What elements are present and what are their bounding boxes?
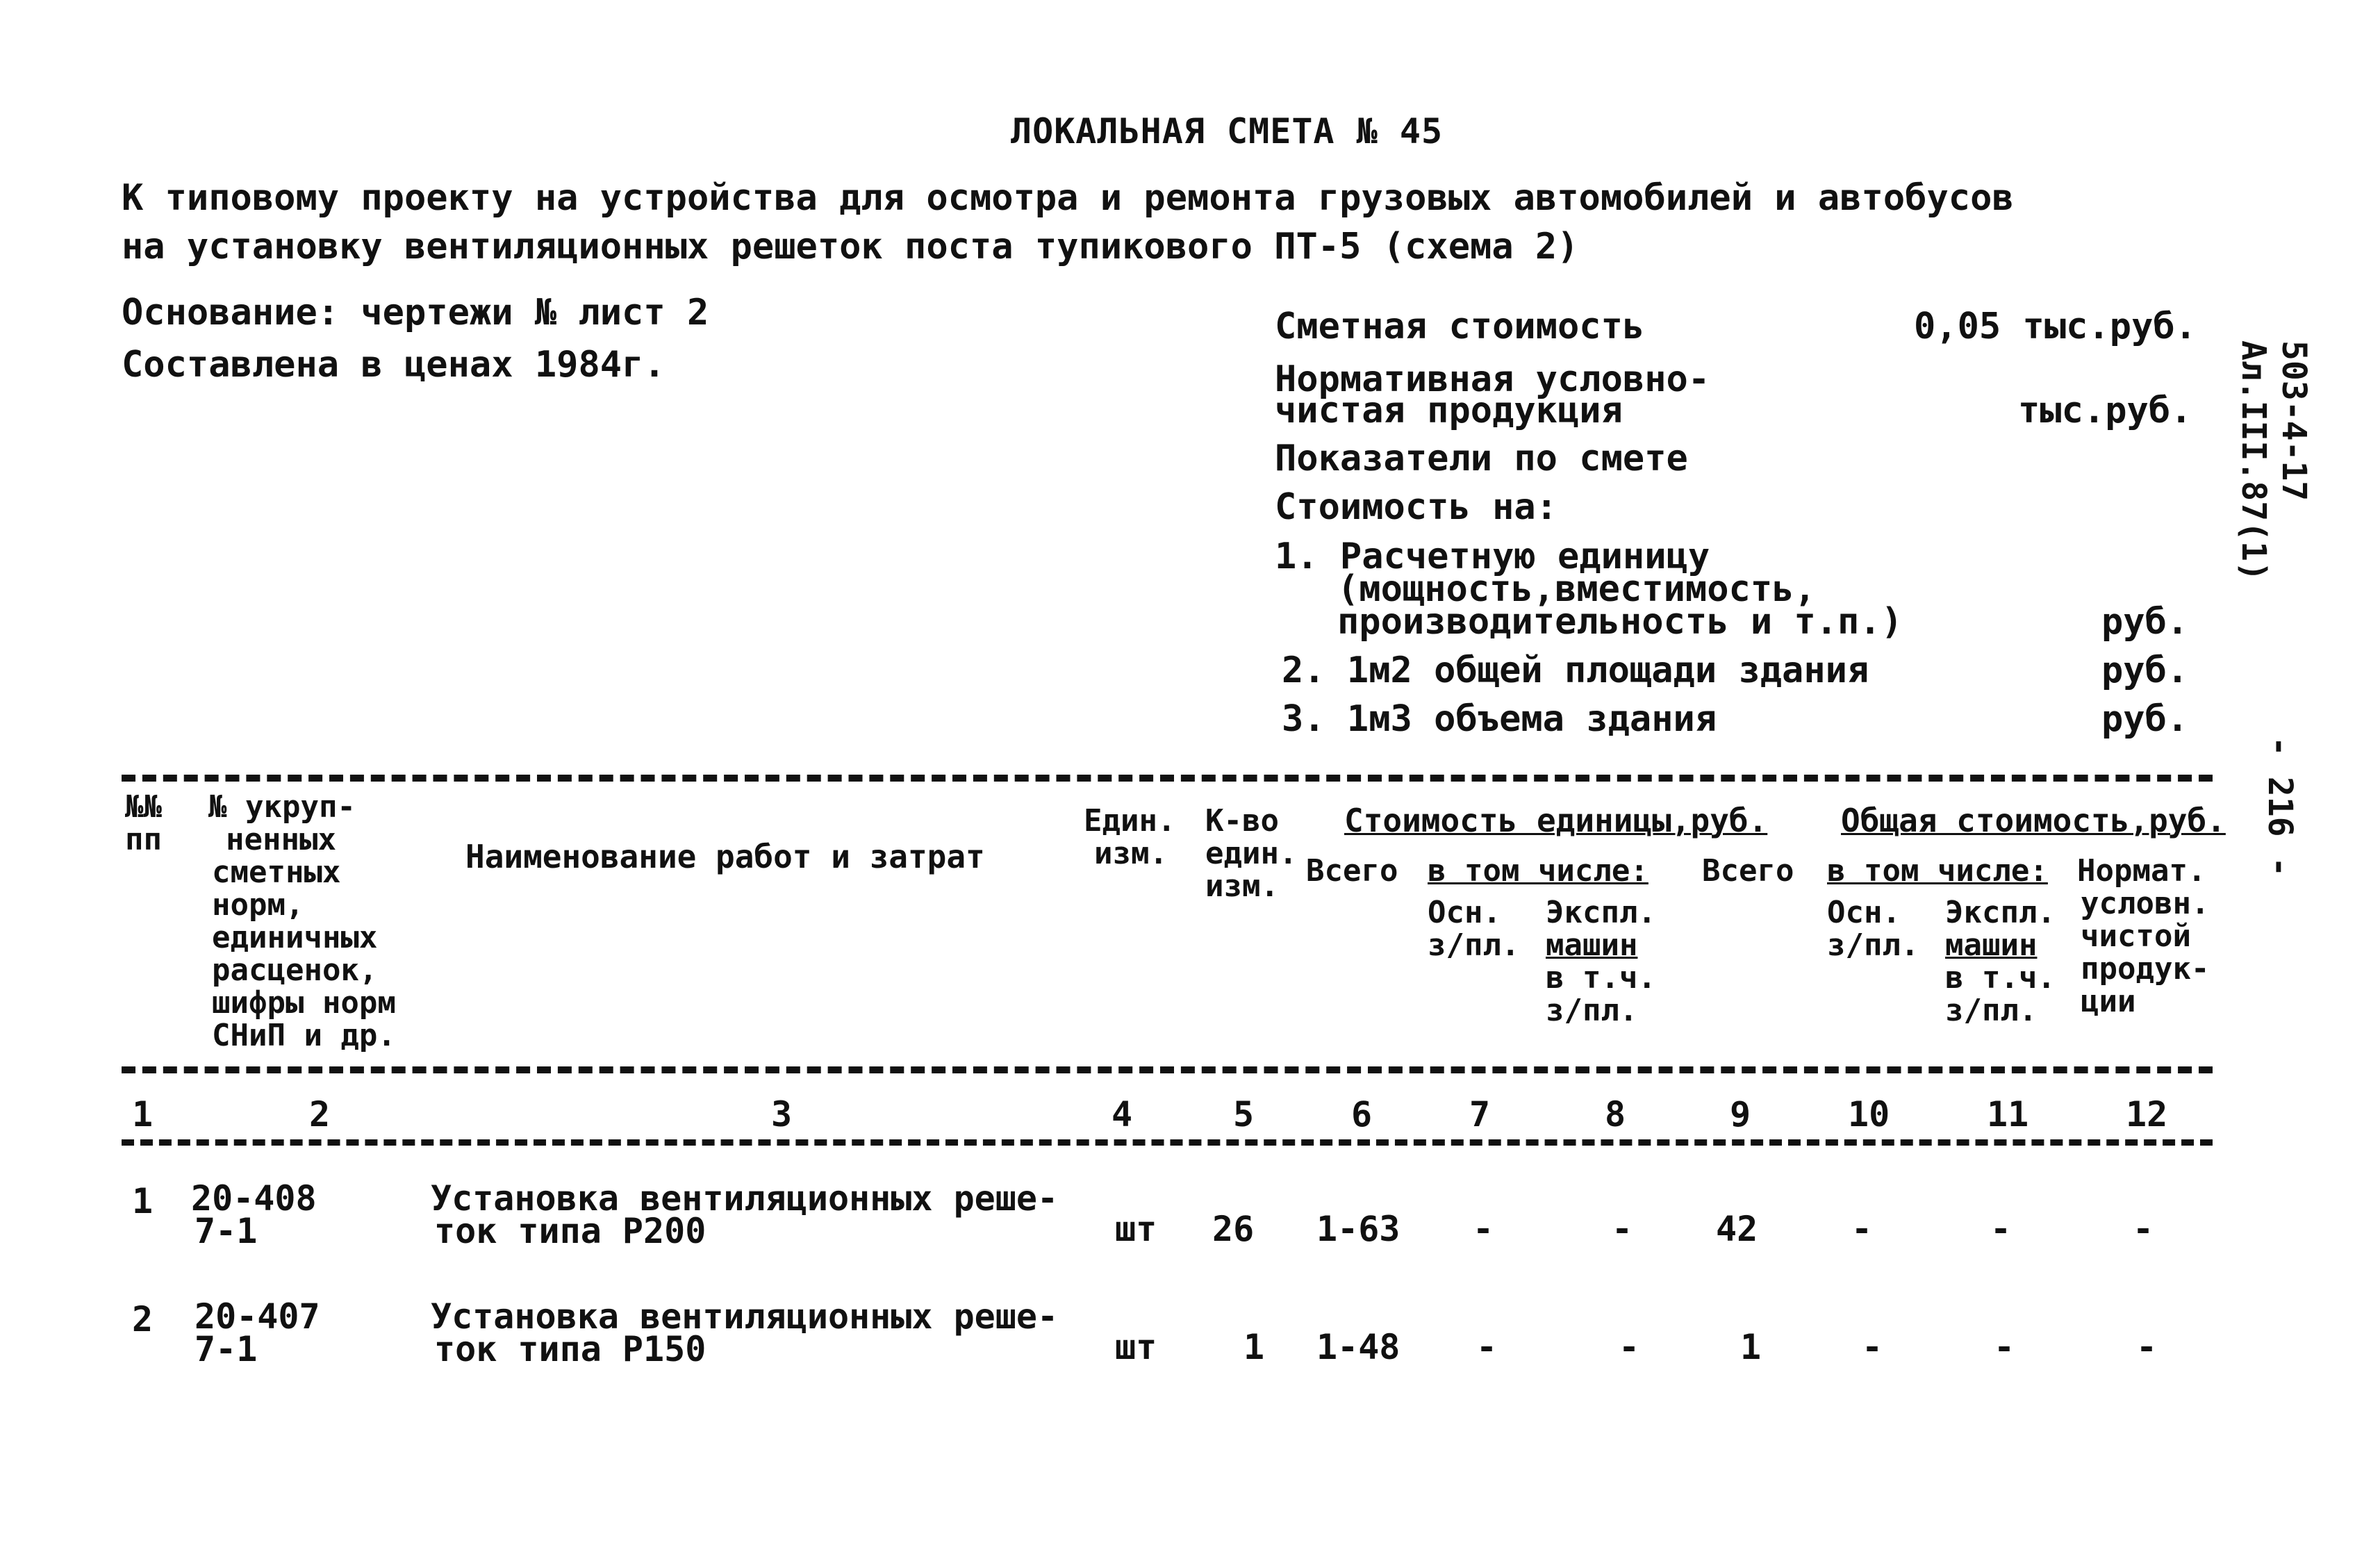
col-number: 6 <box>1351 1094 1373 1135</box>
row-unit: шт <box>1115 1209 1157 1249</box>
header-col5-line3: изм. <box>1205 868 1279 904</box>
indicators-label: Показатели по смете <box>1275 438 1688 479</box>
row-code-line1: 20-408 <box>191 1178 317 1219</box>
header-total-cost-group: Общая стоимость,руб. <box>1841 802 2226 839</box>
subtitle-line-1: К типовому проекту на устройства для осмотра и ремонта грузовых автомобилей и автобусов <box>122 177 2014 219</box>
row-code-line1: 20-407 <box>195 1296 320 1337</box>
header-unit-osn-1: Осн. <box>1428 895 1501 930</box>
header-total-expl-3: в т.ч. <box>1945 960 2056 996</box>
item1-unit: руб. <box>2101 601 2189 643</box>
header-total-osn-1: Осн. <box>1827 895 1901 930</box>
normative-label-1: Нормативная условно- <box>1275 358 1710 400</box>
header-unit-expl-4: з/пл. <box>1546 993 1638 1028</box>
header-unit-total: Всего <box>1306 853 1398 889</box>
row-norm: - <box>2136 1327 2158 1367</box>
row-total-expl: - <box>1994 1327 2015 1367</box>
header-col1-line1: №№ <box>125 789 162 825</box>
col-number: 2 <box>309 1094 331 1135</box>
header-unit-incl: в том числе: <box>1428 853 1648 889</box>
side-code-2: Ал.III.87(1) <box>2234 340 2273 581</box>
row-qty: 1 <box>1243 1327 1265 1367</box>
header-total-expl-1: Экспл. <box>1945 895 2056 930</box>
col-number: 11 <box>1987 1094 2029 1135</box>
basis-text: Основание: чертежи № лист 2 <box>122 292 709 333</box>
row-unit-osn: - <box>1473 1209 1494 1249</box>
item3-label: 3. 1м3 объема здания <box>1282 698 1717 740</box>
subtitle-line-2: на установку вентиляционных решеток поста тупикового ПТ-5 (схема 2) <box>122 226 1579 267</box>
item1-line-2: (мощность,вместимость, <box>1337 568 1816 610</box>
row-number: 2 <box>132 1299 154 1339</box>
row-total-osn: - <box>1851 1209 1873 1249</box>
row-number: 1 <box>132 1181 154 1221</box>
header-col5-line2: един. <box>1205 836 1298 871</box>
normative-unit: тыс.руб. <box>2018 390 2192 431</box>
col-number: 7 <box>1469 1094 1491 1135</box>
row-unit: шт <box>1115 1327 1157 1367</box>
row-total-expl: - <box>1990 1209 2012 1249</box>
header-unit-osn-2: з/пл. <box>1428 927 1520 963</box>
header-bottom-rule <box>122 1066 2213 1073</box>
item3-unit: руб. <box>2101 698 2189 740</box>
row-unit-expl: - <box>1612 1209 1633 1249</box>
table-top-rule <box>122 775 2213 782</box>
item2-label: 2. 1м2 общей площади здания <box>1282 650 1869 691</box>
col-number: 3 <box>771 1094 793 1135</box>
col-number: 4 <box>1112 1094 1133 1135</box>
col-number: 8 <box>1605 1094 1626 1135</box>
row-unit-total: 1-48 <box>1316 1327 1400 1367</box>
header-col2-line4: норм, <box>212 887 304 923</box>
header-col2-line2: ненных <box>226 822 336 857</box>
header-col4-line2: изм. <box>1094 836 1168 871</box>
header-col2-line8: СНиП и др. <box>212 1018 396 1053</box>
row-total-osn: - <box>1862 1327 1883 1367</box>
estimated-cost-label: Сметная стоимость <box>1275 306 1645 347</box>
col-number: 12 <box>2126 1094 2168 1135</box>
header-total-osn-2: з/пл. <box>1827 927 1919 963</box>
row-name-line2: ток типа Р150 <box>434 1329 706 1369</box>
normative-label-2: чистая продукция <box>1275 390 1623 431</box>
header-col12-line4: продук- <box>2081 951 2210 987</box>
row-unit-osn: - <box>1476 1327 1498 1367</box>
cost-per-label: Стоимость на: <box>1275 486 1557 528</box>
prices-text: Составлена в ценах 1984г. <box>122 344 666 386</box>
col-number: 10 <box>1848 1094 1890 1135</box>
col-number: 5 <box>1233 1094 1255 1135</box>
row-unit-expl: - <box>1619 1327 1640 1367</box>
row-code-line2: 7-1 <box>195 1329 258 1369</box>
header-col12-line2: условн. <box>2081 886 2210 921</box>
header-total-incl: в том числе: <box>1827 853 2048 889</box>
header-col12-line5: ции <box>2081 984 2136 1019</box>
item2-unit: руб. <box>2101 650 2189 691</box>
document-title: ЛОКАЛЬНАЯ СМЕТА № 45 <box>1011 111 1444 151</box>
header-col2-line7: шифры норм <box>212 985 396 1021</box>
row-qty: 26 <box>1212 1209 1255 1249</box>
item1-line-3: производительность и т.п.) <box>1337 601 1903 643</box>
row-name-line1: Установка вентиляционных реше- <box>431 1296 1059 1337</box>
header-col2-line5: единичных <box>212 920 378 955</box>
row-code-line2: 7-1 <box>195 1211 258 1251</box>
header-col12-line3: чистой <box>2081 918 2191 954</box>
header-col2-line3: сметных <box>212 855 341 890</box>
header-unit-expl-2: машин <box>1546 927 1638 963</box>
header-col3: Наименование работ и затрат <box>465 838 985 875</box>
row-name-line1: Установка вентиляционных реше- <box>431 1178 1059 1219</box>
row-unit-total: 1-63 <box>1316 1209 1400 1249</box>
col-numbers-rule <box>122 1139 2213 1146</box>
row-norm: - <box>2133 1209 2154 1249</box>
estimated-cost-value: 0,05 тыс.руб. <box>1914 306 2197 347</box>
header-col12-line1: Нормат. <box>2077 853 2206 889</box>
header-total-expl-4: з/пл. <box>1945 993 2038 1028</box>
header-unit-expl-1: Экспл. <box>1546 895 1656 930</box>
header-total-total: Всего <box>1702 853 1794 889</box>
row-name-line2: ток типа Р200 <box>434 1211 706 1251</box>
header-col2-line1: № укруп- <box>208 789 356 825</box>
header-col2-line6: расценок, <box>212 952 378 988</box>
page-number: - 216 - <box>2261 736 2299 877</box>
row-total: 42 <box>1716 1209 1758 1249</box>
item1-line-1: 1. Расчетную единицу <box>1275 536 1710 577</box>
header-col5-line1: К-во <box>1205 803 1279 839</box>
col-number: 9 <box>1730 1094 1751 1135</box>
header-col4-line1: Един. <box>1084 803 1176 839</box>
header-col1-line2: пп <box>125 822 162 857</box>
side-code-1: 503-4-17 <box>2274 340 2313 502</box>
row-total: 1 <box>1740 1327 1762 1367</box>
header-total-expl-2: машин <box>1945 927 2038 963</box>
header-unit-cost-group: Стоимость единицы,руб. <box>1344 802 1768 839</box>
col-number: 1 <box>132 1094 154 1135</box>
header-unit-expl-3: в т.ч. <box>1546 960 1656 996</box>
